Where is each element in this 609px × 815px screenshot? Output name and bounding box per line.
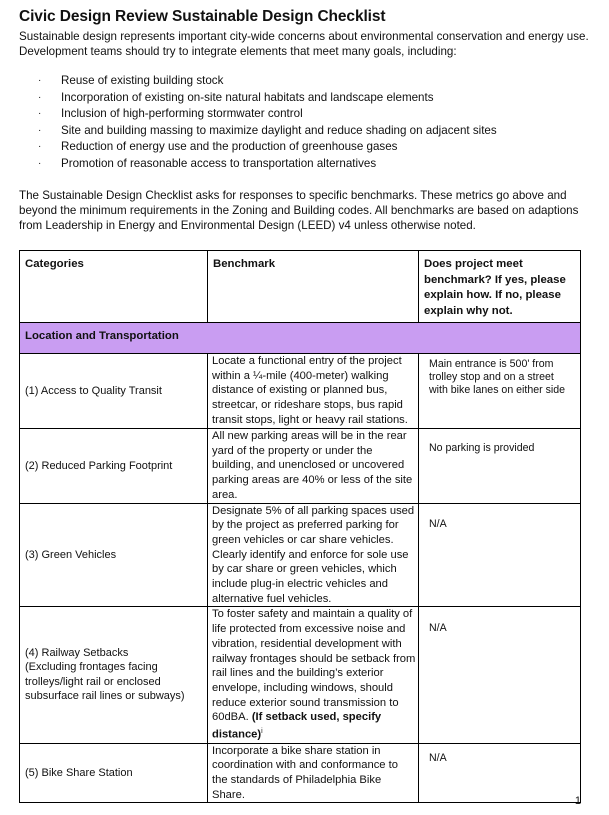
column-header-categories: Categories bbox=[20, 251, 208, 323]
bullet-marker: · bbox=[38, 124, 42, 136]
table-header-row bbox=[20, 251, 581, 323]
checklist-intro-paragraph: The Sustainable Design Checklist asks for responses to specific benchmarks. These metrics go above and beyond the minimum requirements in the Zoning and Building codes. All benchmarks are based on adaptions from Leadership in Energy and Environmental Design (LEED) v4 unless otherwise noted. bbox=[19, 189, 579, 232]
page-number: 1 bbox=[574, 795, 581, 807]
list-item: · Site and building massing to maximize daylight and reduce shading on adjacent sites bbox=[19, 123, 589, 140]
bullet-marker: · bbox=[38, 75, 42, 86]
table-row bbox=[20, 429, 581, 504]
category-cell bbox=[20, 607, 208, 743]
bullet-marker: · bbox=[38, 157, 42, 169]
intro-paragraph: Sustainable design represents important city-wide concerns about environmental conservation and energy use. Development teams should try to integrate elements that meet many goals, including: bbox=[19, 30, 589, 58]
section-row bbox=[20, 323, 581, 354]
column-header-response: Does project meet benchmark? If yes, please explain how. If no, please explain why not. bbox=[419, 251, 581, 323]
list-item: · Reduction of energy use and the production of greenhouse gases bbox=[19, 139, 589, 156]
bullet-marker: · bbox=[38, 141, 42, 152]
benchmark-cell: Designate 5% of all parking spaces used by the project as preferred parking for green vehicles or car share vehicles. Clearly identify and enforce for sole use by car share or green vehicles, which include plug-in electric vehicles and alternative fuel vehicles. bbox=[208, 503, 419, 607]
category-title: (4) Railway Setbacks bbox=[25, 646, 129, 659]
checklist-table bbox=[19, 250, 581, 803]
category-note: (Excluding frontages facing trolleys/light rail or enclosed subsurface rail lines or subways) bbox=[25, 661, 185, 703]
footnote-mark: i bbox=[261, 728, 263, 736]
bullet-marker: · bbox=[38, 91, 42, 103]
benchmark-cell: All new parking areas will be in the rear yard of the property or under the building, and unenclosed or uncovered parking areas are 40% or less of the site area. bbox=[208, 429, 419, 504]
list-item: · Inclusion of high-performing stormwater control bbox=[19, 106, 589, 123]
table-row bbox=[20, 607, 581, 743]
goals-list bbox=[19, 73, 589, 172]
list-item: · Reuse of existing building stock bbox=[19, 73, 589, 90]
list-item: · Incorporation of existing on-site natural habitats and landscape elements bbox=[19, 90, 589, 107]
response-cell[interactable]: N/A bbox=[419, 607, 581, 743]
table-row bbox=[20, 354, 581, 429]
benchmark-cell: To foster safety and maintain a quality of life protected from excessive noise and vibration, residential development with railway frontages should be setback from rail lines and the building’s exterior envelope, including windows, should reduce exterior sound transmission to 60dBA. (If setback used, specify distance)$^i$ bbox=[208, 607, 419, 743]
response-cell[interactable]: N/A bbox=[419, 503, 581, 607]
page-title: Civic Design Review Sustainable Design Checklist bbox=[19, 8, 386, 25]
column-header-benchmark: Benchmark bbox=[208, 251, 419, 323]
response-cell[interactable]: N/A bbox=[419, 743, 581, 803]
document-page bbox=[19, 8, 589, 233]
category-cell: (3) Green Vehicles bbox=[20, 503, 208, 607]
benchmark-cell: Locate a functional entry of the project within a ¼-mile (400-meter) walking distance of existing or planned bus, streetcar, or rideshare stops, bus rapid transit stops, light or heavy rail stations. bbox=[208, 354, 419, 429]
category-cell: (2) Reduced Parking Footprint bbox=[20, 429, 208, 504]
table-row bbox=[20, 743, 581, 803]
list-item: · Promotion of reasonable access to transportation alternatives bbox=[19, 156, 589, 173]
bullet-marker: · bbox=[38, 108, 42, 119]
response-cell[interactable]: No parking is provided bbox=[419, 429, 581, 504]
category-cell: (5) Bike Share Station bbox=[20, 743, 208, 803]
benchmark-bold-note: (If setback used, specify distance) bbox=[212, 711, 382, 741]
category-cell: (1) Access to Quality Transit bbox=[20, 354, 208, 429]
response-cell[interactable]: Main entrance is 500' from trolley stop and on a street with bike lanes on either side bbox=[419, 354, 581, 429]
table-row bbox=[20, 503, 581, 607]
benchmark-cell: Incorporate a bike share station in coordination with and conformance to the standards of Philadelphia Bike Share. bbox=[208, 743, 419, 803]
section-header: Location and Transportation bbox=[20, 323, 581, 354]
